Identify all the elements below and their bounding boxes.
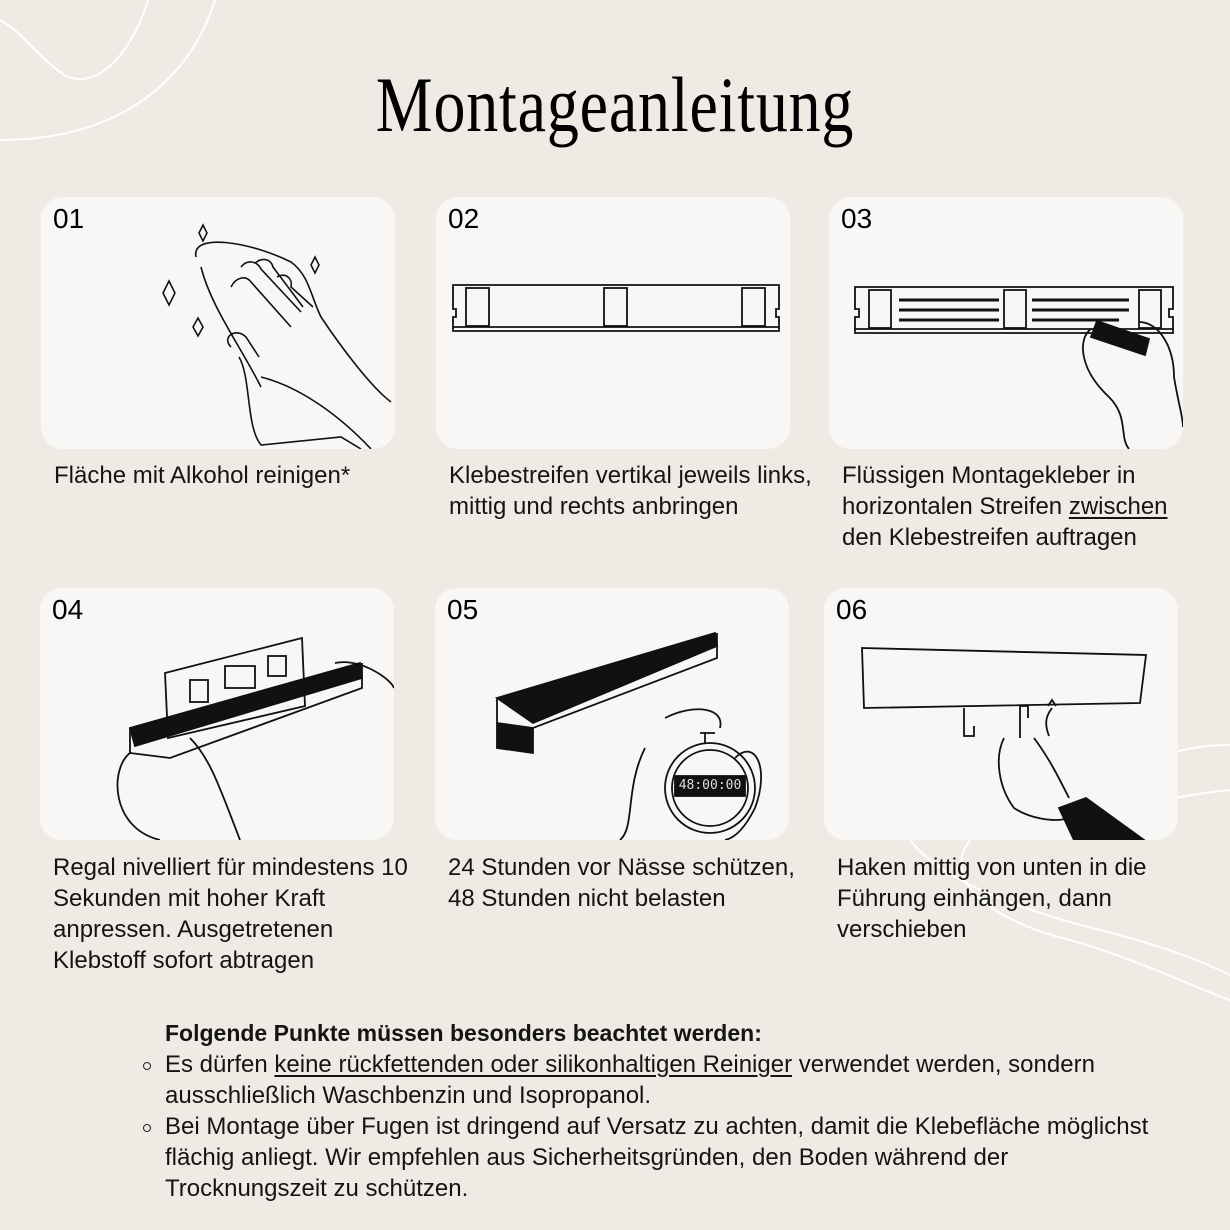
step-caption-03: Flüssigen Montagekleber in horizontalen Streifen zwischen den Klebestreifen auftragen xyxy=(842,462,1168,551)
step-card-05 xyxy=(435,588,789,840)
notes-item: Bei Montage über Fugen ist dringend auf Versatz zu achten, damit die Klebefläche möglichst flächig anliegt. Wir empfehlen aus Sicherheitsgründen, den Boden während der Trocknungszeit zu schützen. xyxy=(165,1111,1165,1204)
step-number: 03 xyxy=(841,203,873,234)
emphasis-underline: keine rückfettenden oder silikonhaltigen Reiniger xyxy=(274,1051,793,1078)
step-caption-06: Haken mittig von unten in die Führung einhängen, dann verschieben xyxy=(837,854,1147,943)
step-number: 02 xyxy=(448,203,480,234)
hands-pressing-shelf-icon xyxy=(40,588,394,840)
step-card-03 xyxy=(829,197,1183,449)
step-caption-04: Regal nivelliert für mindestens 10 Sekunden mit hoher Kraft anpressen. Ausgetretenen Klebstoff sofort abtragen xyxy=(53,854,408,974)
stopwatch-display: 48:00:00 xyxy=(678,778,742,793)
step-caption-01: Fläche mit Alkohol reinigen* xyxy=(54,462,351,489)
step-card-04 xyxy=(40,588,394,840)
rail-strips-icon xyxy=(436,197,790,449)
step-card-01 xyxy=(41,197,395,449)
hand-inserting-hook-icon xyxy=(824,588,1178,840)
step-card-06 xyxy=(824,588,1178,840)
step-number: 04 xyxy=(52,594,84,625)
step-number: 06 xyxy=(836,594,868,625)
hand-applying-glue-icon xyxy=(829,197,1183,449)
important-notes xyxy=(165,1018,1165,1204)
step-number: 01 xyxy=(53,203,85,234)
step-card-02 xyxy=(436,197,790,449)
page-title: Montageanleitung xyxy=(375,61,855,148)
step-number: 05 xyxy=(447,594,479,625)
shelf-stopwatch-icon xyxy=(435,588,789,840)
notes-list xyxy=(165,1049,1165,1204)
step-caption-05: 24 Stunden vor Nässe schützen, 48 Stunden nicht belasten xyxy=(448,854,795,912)
emphasis-underline: zwischen xyxy=(1068,493,1168,520)
step-caption-02: Klebestreifen vertikal jeweils links, mittig und rechts anbringen xyxy=(449,462,812,520)
notes-item: Es dürfen keine rückfettenden oder silikonhaltigen Reiniger verwendet werden, sondern ausschließlich Waschbenzin und Isopropanol. xyxy=(165,1049,1165,1111)
notes-heading: Folgende Punkte müssen besonders beachtet werden: xyxy=(165,1020,762,1046)
hand-wiping-icon xyxy=(41,197,395,449)
